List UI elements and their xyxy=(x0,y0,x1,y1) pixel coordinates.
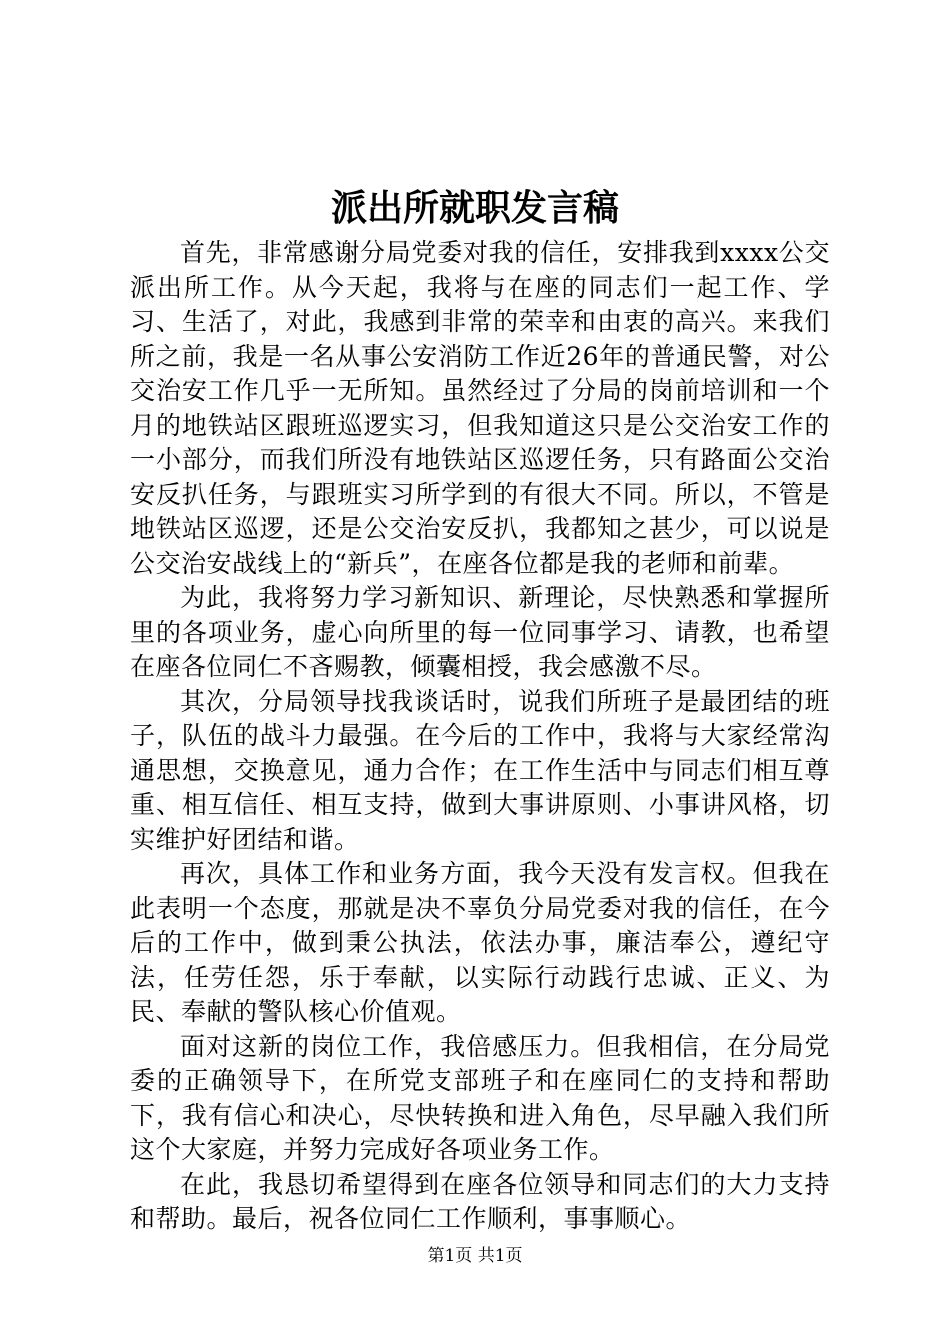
paragraph-3: 其次，分局领导找我谈话时，说我们所班子是最团结的班子，队伍的战斗力最强。在今后的工作中，我将与大家经常沟通思想，交换意见，通力合作；在工作生活中与同志们相互尊重、相互信任、相互支持，做到大事讲原则、小事讲风格，切实维护好团结和谐。 xyxy=(130,686,830,854)
paragraph-1: 首先，非常感谢分局党委对我的信任，安排我到xxxx公交派出所工作。从今天起，我将与在座的同志们一起工作、学习、生活了，对此，我感到非常的荣幸和由衷的高兴。来我们所之前，我是一名从事公安消防工作近26年的普通民警，对公交治安工作几乎一无所知。虽然经过了分局的岗前培训和一个月的地铁站区跟班巡逻实习，但我知道这只是公交治安工作的一小部分，而我们所没有地铁站区巡逻任务，只有路面公交治安反扒任务，与跟班实习所学到的有很大不同。所以，不管是地铁站区巡逻，还是公交治安反扒，我都知之甚少，可以说是公交治安战线上的“新兵”，在座各位都是我的老师和前辈。 xyxy=(130,238,830,578)
paragraph-5: 面对这新的岗位工作，我倍感压力。但我相信，在分局党委的正确领导下，在所党支部班子和在座同仁的支持和帮助下，我有信心和决心，尽快转换和进入角色，尽早融入我们所这个大家庭，并努力完成好各项业务工作。 xyxy=(130,1031,830,1164)
paragraph-2: 为此，我将努力学习新知识、新理论，尽快熟悉和掌握所里的各项业务，虚心向所里的每一位同事学习、请教，也希望在座各位同仁不吝赐教，倾囊相授，我会感激不尽。 xyxy=(130,583,830,681)
page-footer: 第1页 共1页 xyxy=(427,1246,523,1266)
paragraph-6: 在此，我恳切希望得到在座各位领导和同志们的大力支持和帮助。最后，祝各位同仁工作顺利，事事顺心。 xyxy=(130,1169,830,1233)
document-body xyxy=(130,236,830,1237)
paragraph-4: 再次，具体工作和业务方面，我今天没有发言权。但我在此表明一个态度，那就是决不辜负分局党委对我的信任，在今后的工作中，做到秉公执法，依法办事，廉洁奉公，遵纪守法，任劳任怨，乐于奉献，以实际行动践行忠诚、正义、为民、奉献的警队核心价值观。 xyxy=(130,859,830,1026)
document-title: 派出所就职发言稿 xyxy=(330,187,619,229)
